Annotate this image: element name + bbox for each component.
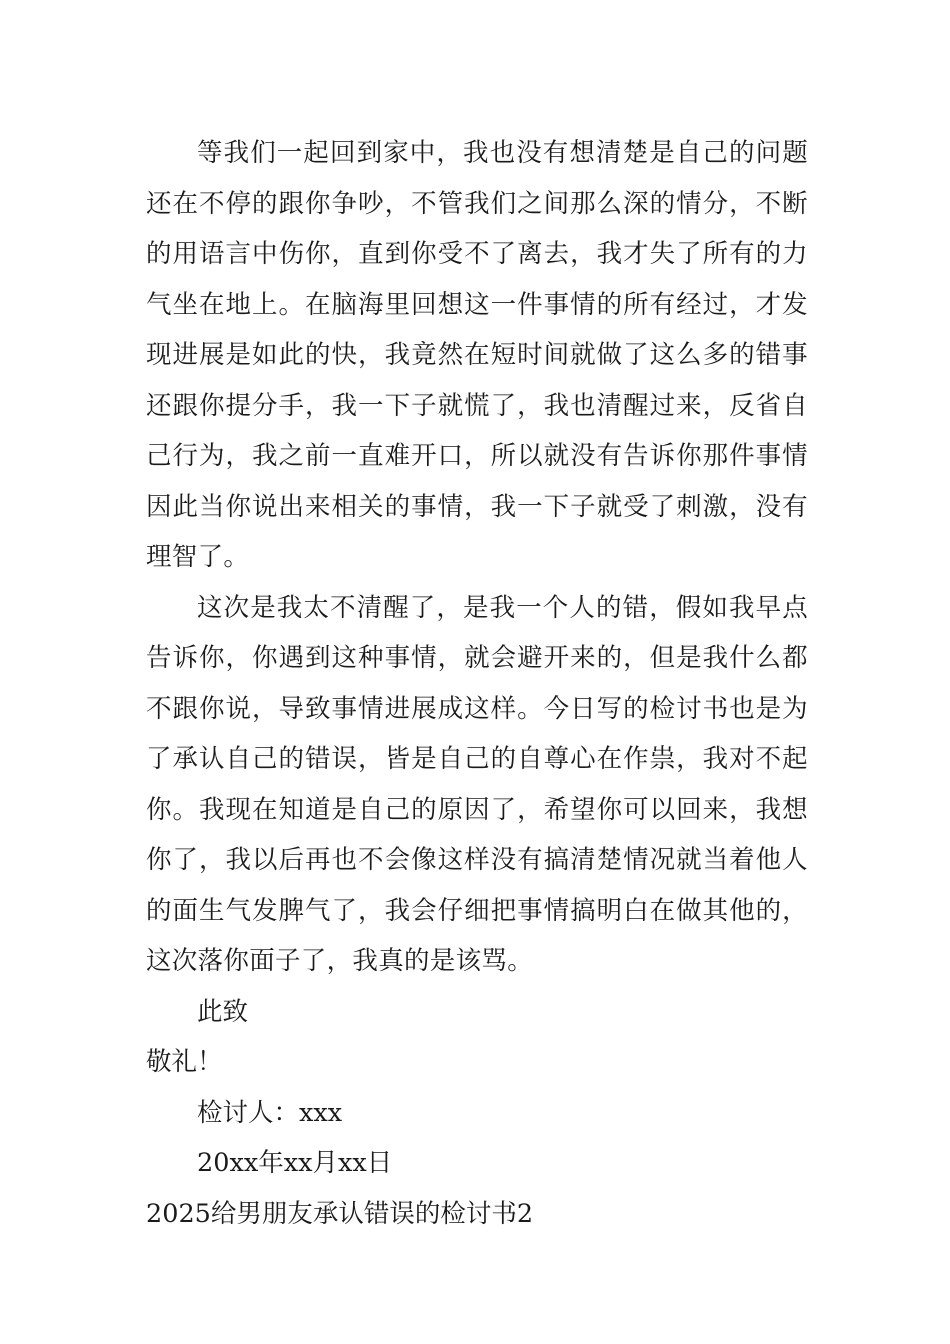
body-paragraph-2: 这次是我太不清醒了，是我一个人的错，假如我早点告诉你，你遇到这种事情，就会避开来的，但是我什么都不跟你说，导致事情进展成这样。今日写的检讨书也是为了承认自己的错误，皆是自己的自尊心在作祟，我对不起你。我现在知道是自己的原因了，希望你可以回来，我想你了，我以后再也不会像这样没有搞清楚情况就当着他人的面生气发脾气了，我会仔细把事情搞明白在做其他的，这次落你面子了，我真的是该骂。	[146, 592, 808, 976]
closing-salutation: 此致	[197, 996, 249, 1027]
date-line: 20xx年xx月xx日	[197, 1148, 393, 1178]
closing-regards: 敬礼！	[146, 1047, 223, 1077]
next-section-title: 2025给男朋友承认错误的检讨书2	[146, 1198, 534, 1229]
signer-line: 检讨人：xxx	[197, 1097, 343, 1128]
body-paragraph-1: 等我们一起回到家中，我也没有想清楚是自己的问题还在不停的跟你争吵，不管我们之间那么深的情分，不断的用语言中伤你，直到你受不了离去，我才失了所有的力气坐在地上。在脑海里回想这一件事情的所有经过，才发现进展是如此的快，我竟然在短时间就做了这么多的错事还跟你提分手，我一下子就慌了，我也清醒过来，反省自己行为，我之前一直难开口，所以就没有告诉你那件事情因此当你说出来相关的事情，我一下子就受了刺激，没有理智了。	[146, 138, 808, 572]
document-body	[146, 128, 808, 1239]
